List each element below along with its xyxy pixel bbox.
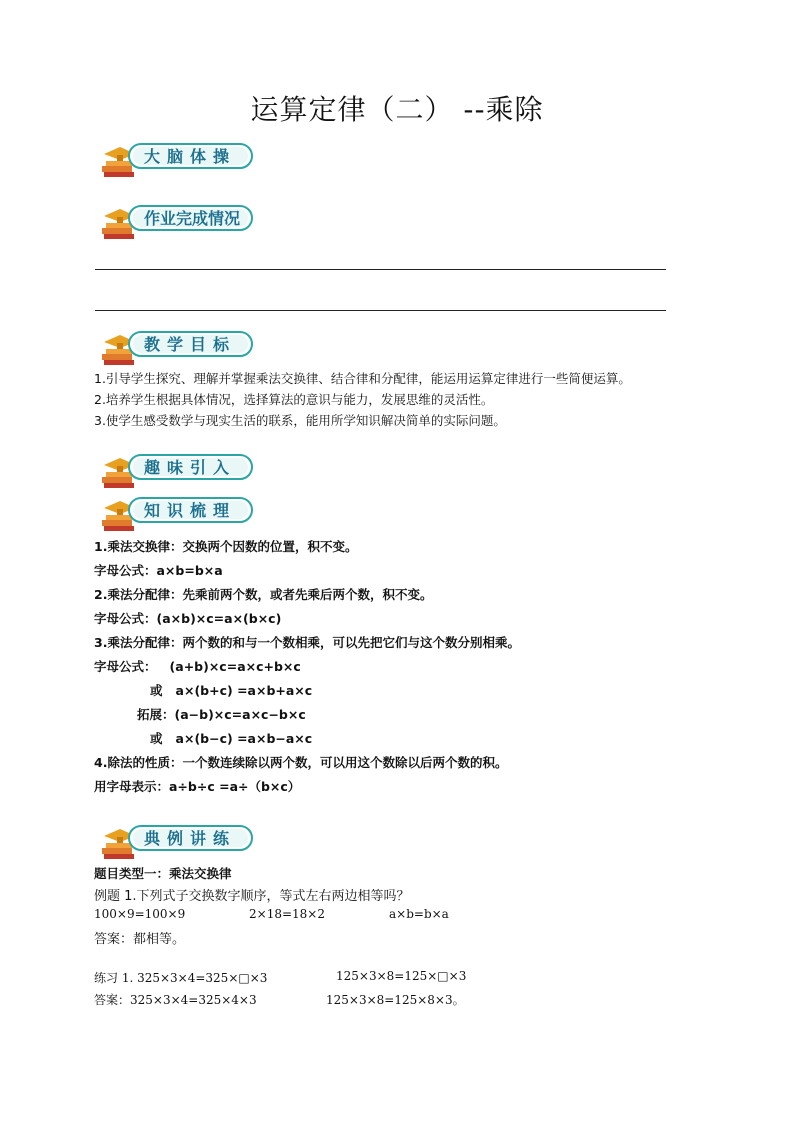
example-item: 100×9=100×9 <box>94 907 186 921</box>
knowledge-formula: 字母公式：a×b=b×a <box>94 563 223 578</box>
example-answer: 答案：都相等。 <box>94 932 186 947</box>
page-title: 运算定律（二） --乘除 <box>250 93 544 126</box>
goal-item: 1.引导学生探究、理解并掌握乘法交换律、结合律和分配律，能运用运算定律进行一些简便运算。 <box>94 371 631 386</box>
answer-line <box>95 269 666 270</box>
knowledge-item: 2.乘法分配律：先乘前两个数，或者先乘后两个数，积不变。 <box>94 587 433 602</box>
goal-item: 3.使学生感受数学与现实生活的联系，能用所学知识解决简单的实际问题。 <box>94 413 506 428</box>
section-banner-intro <box>98 451 258 493</box>
section-banner-goals <box>98 328 258 370</box>
answer-line <box>95 310 666 311</box>
knowledge-formula: 或 a×(b+c) =a×b+a×c <box>150 683 313 698</box>
section-title: 趣味引入 <box>144 458 237 477</box>
section-title: 典例讲练 <box>144 829 237 848</box>
section-banner-knowledge <box>98 494 258 536</box>
section-banner-homework <box>98 202 258 244</box>
knowledge-item: 3.乘法分配律：两个数的和与一个数相乘，可以先把它们与这个数分别相乘。 <box>94 635 520 650</box>
example-item: a×b=b×a <box>389 907 449 921</box>
knowledge-formula: 用字母表示：a÷b÷c =a÷（b×c） <box>94 779 301 794</box>
practice-answer: 答案：325×3×4=325×4×3 <box>94 993 257 1007</box>
section-title: 知识梳理 <box>144 501 237 520</box>
section-banner-examples <box>98 822 258 864</box>
knowledge-item: 4.除法的性质：一个数连续除以两个数，可以用这个数除以后两个数的积。 <box>94 755 508 770</box>
section-title: 教学目标 <box>144 335 237 354</box>
practice-answer: 125×3×8=125×8×3。 <box>326 993 465 1007</box>
goal-item: 2.培养学生根据具体情况，选择算法的意识与能力，发展思维的灵活性。 <box>94 392 494 407</box>
practice-item: 练习 1. 325×3×4=325×□×3 <box>94 971 268 985</box>
knowledge-formula: 字母公式：(a×b)×c=a×(b×c) <box>94 611 282 626</box>
section-title: 作业完成情况 <box>144 209 241 228</box>
knowledge-item: 1.乘法交换律：交换两个因数的位置，积不变。 <box>94 539 358 554</box>
knowledge-extension: 拓展：(a−b)×c=a×c−b×c <box>137 707 306 722</box>
section-title: 大脑体操 <box>144 147 237 166</box>
question-type: 题目类型一：乘法交换律 <box>94 866 232 881</box>
practice-item: 125×3×8=125×□×3 <box>336 969 467 983</box>
example-question: 例题 1.下列式子交换数字顺序，等式左右两边相等吗？ <box>94 889 410 904</box>
section-banner-brain <box>98 140 258 182</box>
knowledge-extension: 或 a×(b−c) =a×b−a×c <box>150 731 313 746</box>
example-item: 2×18=18×2 <box>249 907 325 921</box>
knowledge-formula: 字母公式： (a+b)×c=a×c+b×c <box>94 659 301 674</box>
